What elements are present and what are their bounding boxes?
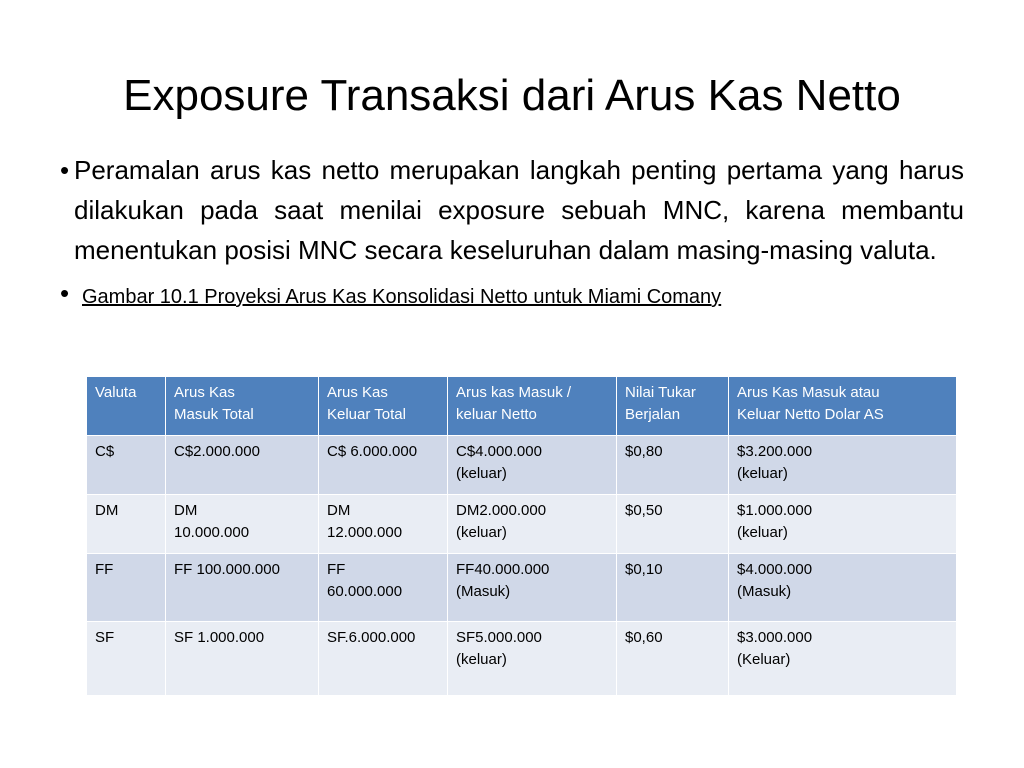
cash-flow-table-container <box>86 376 956 696</box>
cell-text: $4.000.000 <box>737 561 813 578</box>
table-cell <box>166 622 319 696</box>
cell-text: $0,10 <box>625 561 663 578</box>
table-cell <box>87 554 166 622</box>
cell-text: DM <box>174 502 198 519</box>
cell-text: FF <box>95 561 114 578</box>
cell-text: $3.000.000 <box>737 629 813 646</box>
cell-text: $0,60 <box>625 629 663 646</box>
cell-text: (keluar) <box>456 524 507 541</box>
table-cell <box>448 495 617 554</box>
header-text: Masuk Total <box>174 406 254 423</box>
table-cell <box>319 495 448 554</box>
cell-text: DM <box>327 502 351 519</box>
header-arus-kas-keluar-total <box>319 377 448 436</box>
header-text: keluar Netto <box>456 406 537 423</box>
header-text: Nilai Tukar <box>625 384 696 401</box>
table-cell <box>87 622 166 696</box>
table-cell <box>319 554 448 622</box>
header-text: Arus Kas <box>327 384 388 401</box>
cell-text: 60.000.000 <box>327 583 403 600</box>
cell-text: (Keluar) <box>737 651 791 668</box>
table-row <box>87 436 957 495</box>
table-cell <box>166 436 319 495</box>
table-cell <box>87 436 166 495</box>
bullet-text: Peramalan arus kas netto merupakan langkah penting pertama yang harus dilakukan pada saat menilai exposure sebuah MNC, karena membantu menentukan posisi MNC secara keseluruhan dalam masing-masing valuta. <box>74 155 964 265</box>
header-text: Keluar Netto Dolar AS <box>737 406 884 423</box>
header-text: Valuta <box>95 384 137 401</box>
cell-text: DM <box>95 502 119 519</box>
table-row <box>87 495 957 554</box>
cell-text: (keluar) <box>456 651 507 668</box>
cell-text: SF 1.000.000 <box>174 629 265 646</box>
bullet-item-figure-caption <box>60 278 964 312</box>
table-cell <box>319 436 448 495</box>
cell-text: C$2.000.000 <box>174 443 260 460</box>
cell-text: $0,80 <box>625 443 663 460</box>
table-cell <box>617 495 729 554</box>
cell-text: SF <box>95 629 115 646</box>
header-text: Keluar Total <box>327 406 406 423</box>
table-cell <box>166 554 319 622</box>
cell-text: DM2.000.000 <box>456 502 547 519</box>
bullet-mark: • <box>60 278 70 308</box>
table-cell <box>617 622 729 696</box>
cell-text: (keluar) <box>737 524 788 541</box>
table-cell <box>319 622 448 696</box>
bullet-mark: • <box>60 155 70 185</box>
cell-text: SF.6.000.000 <box>327 629 416 646</box>
bullet-item-intro <box>60 150 964 270</box>
cell-text: FF <box>327 561 346 578</box>
header-nilai-tukar <box>617 377 729 436</box>
table-cell <box>729 436 957 495</box>
cell-text: 10.000.000 <box>174 524 250 541</box>
table-cell <box>448 436 617 495</box>
table-cell <box>87 495 166 554</box>
cell-text: FF40.000.000 <box>456 561 550 578</box>
cell-text: C$ <box>95 443 115 460</box>
cell-text: (Masuk) <box>456 583 511 600</box>
cell-text: C$ 6.000.000 <box>327 443 418 460</box>
table-cell <box>729 622 957 696</box>
table-row <box>87 622 957 696</box>
cell-text: $3.200.000 <box>737 443 813 460</box>
header-arus-kas-netto <box>448 377 617 436</box>
cell-text: FF 100.000.000 <box>174 561 280 578</box>
bullet-list <box>60 150 964 312</box>
table-header-row <box>87 377 957 436</box>
table-row <box>87 554 957 622</box>
table-cell <box>617 436 729 495</box>
cell-text: 12.000.000 <box>327 524 403 541</box>
header-text: Arus Kas Masuk atau <box>737 384 880 401</box>
header-text: Arus Kas <box>174 384 235 401</box>
table-cell <box>617 554 729 622</box>
table-cell <box>729 495 957 554</box>
header-text: Arus kas Masuk / <box>456 384 572 401</box>
cell-text: (keluar) <box>737 465 788 482</box>
cell-text: SF5.000.000 <box>456 629 542 646</box>
table-cell <box>166 495 319 554</box>
cell-text: $1.000.000 <box>737 502 813 519</box>
table-cell <box>448 554 617 622</box>
slide-title: Exposure Transaksi dari Arus Kas Netto <box>123 71 901 120</box>
cell-text: $0,50 <box>625 502 663 519</box>
header-netto-dolar-as <box>729 377 957 436</box>
table-cell <box>729 554 957 622</box>
cell-text: (Masuk) <box>737 583 792 600</box>
header-text: Berjalan <box>625 406 681 423</box>
table-cell <box>448 622 617 696</box>
header-valuta <box>87 377 166 436</box>
cash-flow-table <box>86 376 957 696</box>
header-arus-kas-masuk-total <box>166 377 319 436</box>
cell-text: (keluar) <box>456 465 507 482</box>
cell-text: C$4.000.000 <box>456 443 542 460</box>
figure-caption: Gambar 10.1 Proyeksi Arus Kas Konsolidasi Netto untuk Miami Comany <box>82 286 722 308</box>
